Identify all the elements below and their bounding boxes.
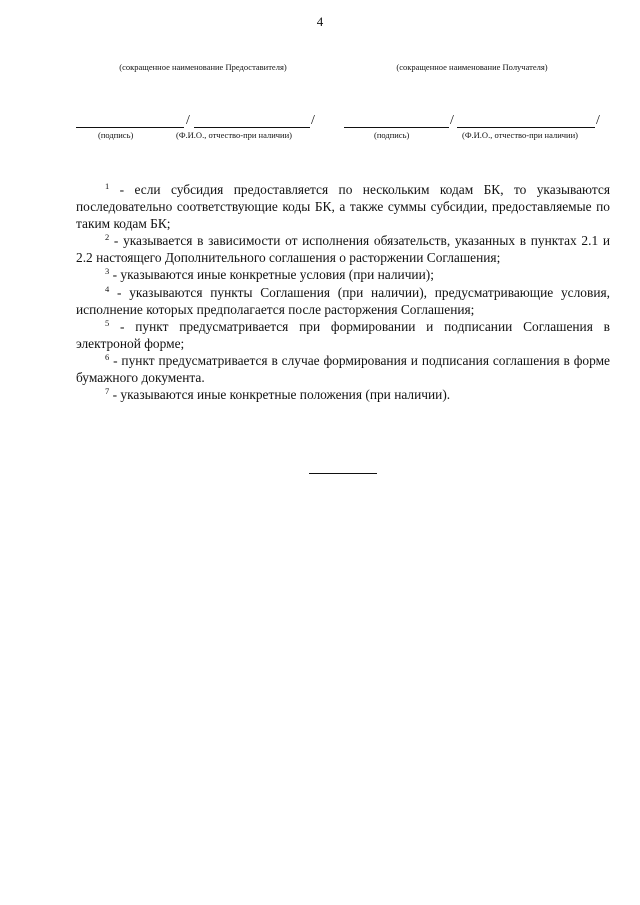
footnote-marker: 3 [105, 266, 110, 277]
footnote-text: - если субсидия предоставляется по нескольким кодам БК, то указываются последовательно соответствующие коды БК, а также суммы субсидии, предоставляемые по таким кодам БК; [76, 182, 610, 232]
footnote [76, 266, 610, 283]
footnote-text: - указываются иные конкретные положения (при наличии). [109, 387, 451, 403]
footnote-text: - пункт предусматривается при формировании и подписании Соглашения в электроной форме; [76, 318, 610, 351]
provider-slash-left: / [186, 113, 190, 128]
provider-fio-line [194, 127, 310, 128]
provider-signature-block [76, 113, 318, 146]
footnote-marker: 7 [105, 386, 110, 397]
footnote-text: - указывается в зависимости от исполнения обязательств, указанных в пунктах 2.1 и 2.2 настоящего Дополнительного соглашения о расторжении Соглашения; [76, 233, 610, 266]
footnote [76, 232, 610, 266]
end-of-document-rule [309, 473, 377, 474]
footnote-marker: 2 [105, 232, 110, 243]
recipient-name-caption: (сокращенное наименование Получателя) [396, 62, 548, 72]
footnotes-section [76, 181, 610, 403]
footnote [76, 181, 610, 232]
provider-slash-right: / [311, 113, 315, 128]
footnote-marker: 1 [105, 181, 110, 191]
footnote [76, 386, 610, 403]
footnote [76, 318, 610, 352]
recipient-signature-block [344, 113, 602, 146]
footnote-marker: 5 [105, 317, 110, 328]
footnote-text: - указываются пункты Соглашения (при наличии), предусматривающие условия, исполнение которых предполагается после расторжения Соглашения; [76, 284, 610, 317]
footnote [76, 284, 610, 318]
recipient-fio-line [457, 127, 595, 128]
recipient-fio-caption: (Ф.И.О., отчество-при наличии) [462, 130, 578, 140]
page-number: 4 [316, 14, 324, 29]
recipient-slash-right: / [596, 113, 600, 128]
footnote [76, 352, 610, 386]
provider-signature-caption: (подпись) [98, 130, 134, 140]
recipient-signature-line [344, 127, 449, 128]
recipient-signature-caption: (подпись) [374, 130, 410, 140]
provider-signature-line [76, 127, 184, 128]
footnote-text: - пункт предусматривается в случае формирования и подписания соглашения в форме бумажного документа. [76, 352, 610, 386]
provider-fio-caption: (Ф.И.О., отчество-при наличии) [176, 130, 292, 140]
footnote-text: - указываются иные конкретные условия (при наличии); [109, 267, 434, 283]
footnote-marker: 4 [105, 283, 110, 294]
footnote-marker: 6 [105, 351, 110, 362]
recipient-slash-left: / [450, 113, 454, 128]
provider-name-caption: (сокращенное наименование Предоставителя) [119, 62, 287, 72]
